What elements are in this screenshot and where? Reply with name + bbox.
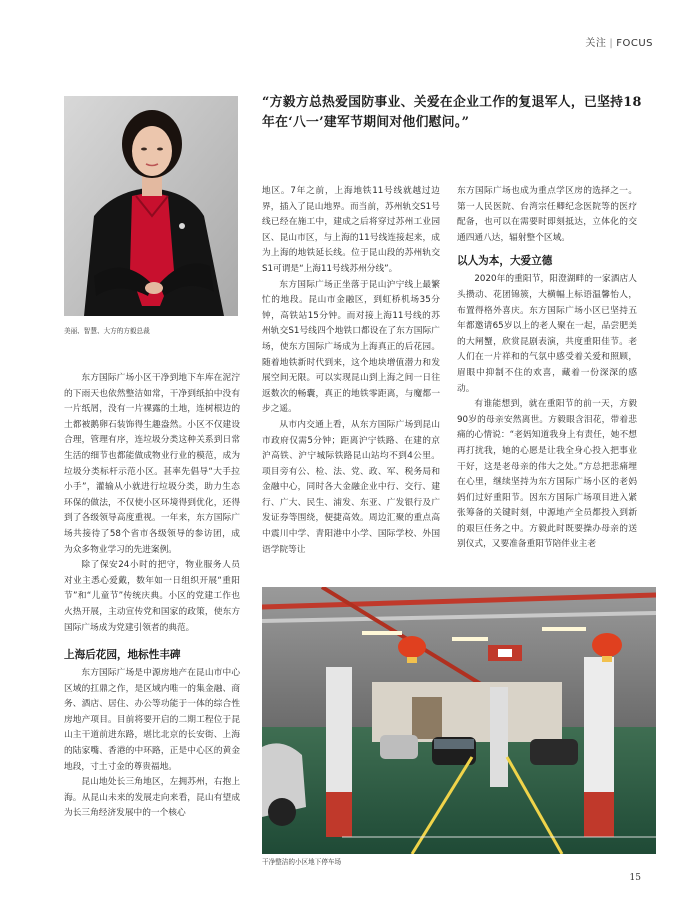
paragraph: 东方国际广场也成为重点学区房的选择之一。第一人民医院、台湾宗任卿纪念医院等的医疗配备，也可以在需要时即刻抵达，立体化的交通四通八达，辐射整个区域。 — [457, 186, 637, 243]
page-number: 15 — [629, 873, 641, 883]
paragraph: 有谁能想到，就在重阳节的前一天，方毅90岁的母亲安然离世。方毅眼含泪花，带着悲痛的心情说：“老妈知道我身上有责任，她不想再打扰我，她的心愿是让我全身心投入把事业干好，这是老母亲的伟大之处。”方总把悲痛埋在心里，继续坚持为东方国际广场小区的老妈妈们过好重阳节。因东方国际广场项目进入紧张筹备的关键时刻，中源地产全员都投入到新的艰巨任务之中。方毅此时既要操办母亲的送别仪式，又要准备重阳节陪伴业主老 — [457, 399, 637, 550]
article-column-2 — [262, 184, 440, 558]
paragraph: 地区。7年之前，上海地铁11号线就越过边界，插入了昆山地界。而当前，苏州轨交S1号线已经在施工中，建成之后将穿过苏州工业园区、昆山市区，与上海的11号线连接起来，成为上海的地铁延长线。位于昆山段的苏州轨交S1可谓是“上海11号线苏州分线”。 — [262, 186, 440, 274]
spacer — [457, 246, 637, 250]
section-label-cn: 关注 — [585, 38, 607, 49]
page-header — [585, 34, 653, 49]
section-heading: 以人为本，大爱立德 — [457, 255, 553, 268]
paragraph: 东方国际广场正坐落于昆山沪宁线上最繁忙的地段。昆山市金融区，到虹桥机场35分钟，高铁站15分钟。而对接上海11号线的苏州轨交S1号线四个地铁口都设在了东方国际广场，使东方国际广场成为上海真正的后花园。随着地铁新时代到来，这个地块增值潜力和发展空间无限。可以实现昆山到上海之间一日往返数次的畅囊，真正的地铁零距离，与魔都一步之遥。 — [262, 279, 440, 415]
section-heading: 上海后花园，地标性丰碑 — [64, 649, 181, 662]
paragraph: 东方国际广场是中源房地产在昆山市中心区域的扛鼎之作，是区域内唯一的集金融、商务、酒店、居住、办公等功能于一体的综合性房地产项目。目前将要开启的二期工程位于昆山主干道前进东路，堪比北京的长安街、上海的陆家嘴、香港的中环路，正是中心区的黄金地段，寸土寸金的尊贵福地。 — [64, 668, 240, 772]
article-column-3 — [457, 184, 637, 553]
pull-quote: “方毅方总热爱国防事业、关爱在企业工作的复退军人，已坚持18年在‘八一’建军节期间对他们慰问。” — [262, 95, 642, 130]
portrait-illustration — [64, 96, 238, 316]
section-label-en: FOCUS — [616, 38, 653, 49]
portrait-photo — [64, 96, 238, 316]
paragraph: 东方国际广场小区干净到地下车库在泥泞的下雨天也依然整洁如常，干净到纸拍中没有一片纸屑，没有一片裸露的土地，连树根边的土都被鹅卵石装饰得生趣盎然。小区不仅建设合理，管理有序，连垃圾分类这种关系到日常生活的细节也都能做成物业行业的模范，成为垃圾分类标杆示范小区。甚率先倡导“大手拉小手”，灌输从小就进行垃圾分类，助力生态环保的做法，不仅使小区环境得到优化，还得到了各级领导高度重视。一年来，东方国际广场共接待了58个省市各级领导的参访团，成为众多物业学习的先进案例。 — [64, 373, 240, 555]
paragraph: 2020年的重阳节，阳澄湖畔的一家酒店人头攒动、花团锦簇，大横幅上标语温馨怡人，布置得格外喜庆。东方国际广场小区已坚持五年都邀请65岁以上的老人聚在一起，品尝肥美的大闸蟹，欣赏昆剧表演，共度重阳佳节。老人们在一片祥和的气氛中感受着关爱和照顾，眉眼中抑制不住的欢喜，藏着一份深深的感动。 — [457, 274, 637, 394]
paragraph: 除了保安24小时的把守，物业服务人员对业主悉心爱戴，数年如一日组织开展“重阳节”和“儿童节”传统庆典。小区的党建工作也火热开展，主动宣传党和国家的政策，使东方国际广场成为党建引领者的典范。 — [64, 560, 240, 633]
photo-caption: 美丽、智慧、大方的方毅总裁 — [64, 327, 150, 335]
header-separator: | — [609, 38, 614, 49]
paragraph: 从市内交通上看，从东方国际广场到昆山市政府仅需5分钟；距离沪宁铁路、在建的京沪高铁、沪宁城际铁路昆山站均不到4公里。项目旁有公、检、法、党、政、军、税务局和金融中心，同时各大金融企业中行、交行、建行、广大、民生、浦发、东亚、广发银行及广发证券等围绕，便捷高效。周边汇聚的重点高中震川中学、青阳港中小学、国际学校、外国语学院等让 — [262, 419, 440, 555]
paragraph: 昆山地处长三角地区，左拥苏州，右抱上海。从昆山未来的发展走向来看，昆山有望成为长三角经济发展中的一个核心 — [64, 777, 240, 819]
article-column-1 — [64, 371, 240, 822]
parking-caption: 干净整洁的小区地下停车场 — [262, 858, 342, 866]
spacer — [64, 636, 240, 644]
parking-garage-photo — [262, 587, 656, 854]
parking-garage-illustration — [262, 587, 656, 854]
